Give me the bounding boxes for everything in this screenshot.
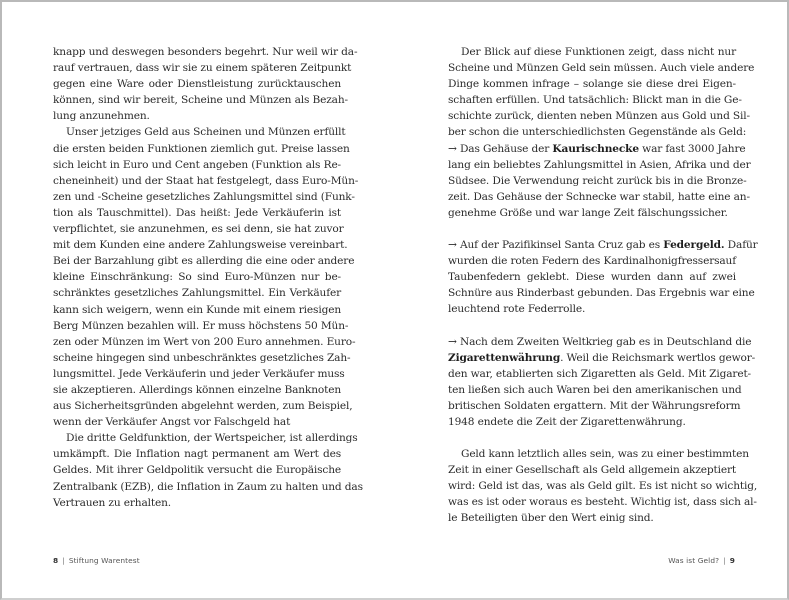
right-page-footer (668, 556, 735, 565)
text-line: scheine hingegen sind unbeschränktes gesetzliches Zah- (53, 351, 351, 364)
text-line: schränktes gesetzliches Zahlungsmittel. Ein Verkäufer (53, 287, 341, 300)
page-number: 9 (729, 556, 735, 565)
page-number: 8 (53, 556, 59, 565)
text-line: Bei der Barzahlung gibt es allerding die eine oder andere (53, 255, 355, 268)
left-page-body (53, 44, 363, 511)
bold-keyword: Kaurischnecke (552, 142, 639, 155)
text-line: rauf vertrauen, dass wir sie zu einem späteren Zeitpunkt (53, 62, 352, 75)
text-line: cheneinheit) und der Staat hat festgelegt, dass Euro-Mün- (53, 174, 359, 187)
text-line: kleine Einschränkung: So sind Euro-Münzen nur be- (53, 271, 341, 284)
text-line: was es ist oder woraus es besteht. Wichtig ist, dass sich al- (448, 496, 757, 509)
text-line: Zeit in einer Gesellschaft als Geld allgemein akzeptiert (448, 464, 736, 477)
text-line: den war, etablierten sich Zigaretten als Geld. Mit Zigaret- (448, 367, 751, 380)
paragraph (53, 44, 358, 124)
text-line: Berg Münzen bezahlen will. Er muss höchstens 50 Mün- (53, 319, 349, 332)
running-head: Stiftung Warentest (68, 556, 140, 565)
text-line: tion als Tauschmittel). Das heißt: Jede Verkäuferin ist (53, 206, 341, 219)
text-line: → Nach dem Zweiten Weltkrieg gab es in Deutschland die (448, 335, 752, 348)
text-line: genehme Größe und war lange Zeit fälschungssicher. (448, 206, 728, 219)
text-line: Zigarettenwährung. Weil die Reichsmark wertlos gewor- (448, 351, 756, 364)
text-line: wurden die roten Federn des Kardinalhonigfressersauf (448, 255, 736, 268)
text-line: gegen eine Ware oder Dienstleistung zurücktauschen (53, 78, 341, 91)
text-line: Die dritte Geldfunktion, der Wertspeicher, ist allerdings (66, 432, 358, 445)
text-line: Zentralbank (EZB), die Inflation in Zaum zu halten und das (53, 480, 363, 493)
text-line: Taubenfedern geklebt. Diese wurden dann auf zwei (448, 271, 736, 284)
left-page (2, 2, 395, 598)
text-line: Geldes. Mit ihrer Geldpolitik versucht die Europäische (53, 464, 341, 477)
text-line: sie akzeptieren. Allerdings können einzelne Banknoten (53, 383, 341, 396)
text-line: die ersten beiden Funktionen ziemlich gut. Preise lassen (53, 142, 350, 155)
text-line: lung anzunehmen. (53, 110, 150, 123)
text-line: Vertrauen zu erhalten. (53, 496, 171, 509)
text-line: le Beteiligten über den Wert einig sind. (448, 512, 654, 525)
text-line: aus Sicherheitsgründen abgelehnt werden, zum Beispiel, (53, 400, 353, 413)
bold-keyword: Zigarettenwährung (448, 351, 561, 364)
text-line: → Auf der Pazifikinsel Santa Cruz gab es Federgeld. Dafür (448, 239, 758, 252)
right-page (395, 2, 787, 598)
text-line: sich leicht in Euro und Cent angeben (Funktion als Re- (53, 158, 341, 171)
paragraph (448, 334, 756, 431)
text-line: wird: Geld ist das, was als Geld gilt. Es ist nicht so wichtig, (448, 480, 758, 493)
text-line: verpflichtet, sie anzunehmen, es sei denn, sie hat zuvor (53, 223, 344, 236)
text-line: zen und -Scheine gesetzliches Zahlungsmittel sind (Funk- (53, 190, 355, 203)
footer-separator: | (723, 556, 726, 565)
paragraph (53, 124, 359, 430)
text-line: leuchtend rote Federrolle. (448, 303, 586, 316)
text-line: mit dem Kunden eine andere Zahlungsweise vereinbart. (53, 239, 348, 252)
text-line: umkämpft. Die Inflation nagt permanent am Wert des (53, 448, 341, 461)
text-line: Dinge kommen infrage – solange sie diese drei Eigen- (448, 78, 736, 91)
text-line: Schnüre aus Rinderbast gebunden. Das Ergebnis war eine (448, 287, 755, 300)
text-line: Südsee. Die Verwendung reicht zurück bis in die Bronze- (448, 174, 747, 187)
left-page-footer (53, 556, 140, 565)
paragraph (448, 446, 758, 526)
right-page-body (448, 44, 758, 527)
text-line: ber schon die unterschiedlichsten Gegenstände als Geld: (448, 126, 747, 139)
bold-keyword: Federgeld. (663, 239, 725, 252)
text-line: wenn der Verkäufer Angst vor Falschgeld hat (53, 416, 291, 429)
text-line: schichte zurück, dienten neben Münzen aus Gold und Sil- (448, 110, 750, 123)
text-line: ten ließen sich auch Waren bei den amerikanischen und (448, 383, 742, 396)
footer-separator: | (62, 556, 65, 565)
text-line: britischen Soldaten ergattern. Mit der Währungsreform (448, 399, 741, 412)
text-line: Scheine und Münzen Geld sein müssen. Auch viele andere (448, 62, 755, 75)
text-line: Geld kann letztlich alles sein, was zu einer bestimmten (461, 448, 749, 461)
text-line: können, sind wir bereit, Scheine und Münzen als Bezah- (53, 94, 348, 107)
paragraph (448, 237, 758, 317)
text-line: kann sich weigern, wenn ein Kunde mit einem riesigen (53, 303, 341, 316)
text-line: lang ein beliebtes Zahlungsmittel in Asien, Afrika und der (448, 158, 751, 171)
text-line: zen oder Münzen im Wert von 200 Euro annehmen. Euro- (53, 335, 356, 348)
text-line: lungsmittel. Jede Verkäuferin und jeder Verkäufer muss (53, 367, 345, 380)
paragraph (448, 141, 751, 221)
text-line: 1948 endete die Zeit der Zigarettenwährung. (448, 415, 686, 428)
text-line: schaften erfüllen. Und tatsächlich: Blickt man in die Ge- (448, 94, 742, 107)
text-line: zeit. Das Gehäuse der Schnecke war stabil, hatte eine an- (448, 190, 750, 203)
text-line: → Das Gehäuse der Kaurischnecke war fast 3000 Jahre (448, 142, 746, 155)
text-line: Unser jetziges Geld aus Scheinen und Münzen erfüllt (66, 126, 346, 139)
running-head: Was ist Geld? (668, 556, 720, 565)
text-line: Der Blick auf diese Funktionen zeigt, dass nicht nur (461, 46, 736, 58)
paragraph (53, 430, 363, 510)
paragraph (448, 44, 755, 141)
text-line: knapp und deswegen besonders begehrt. Nur weil wir da- (53, 46, 358, 58)
